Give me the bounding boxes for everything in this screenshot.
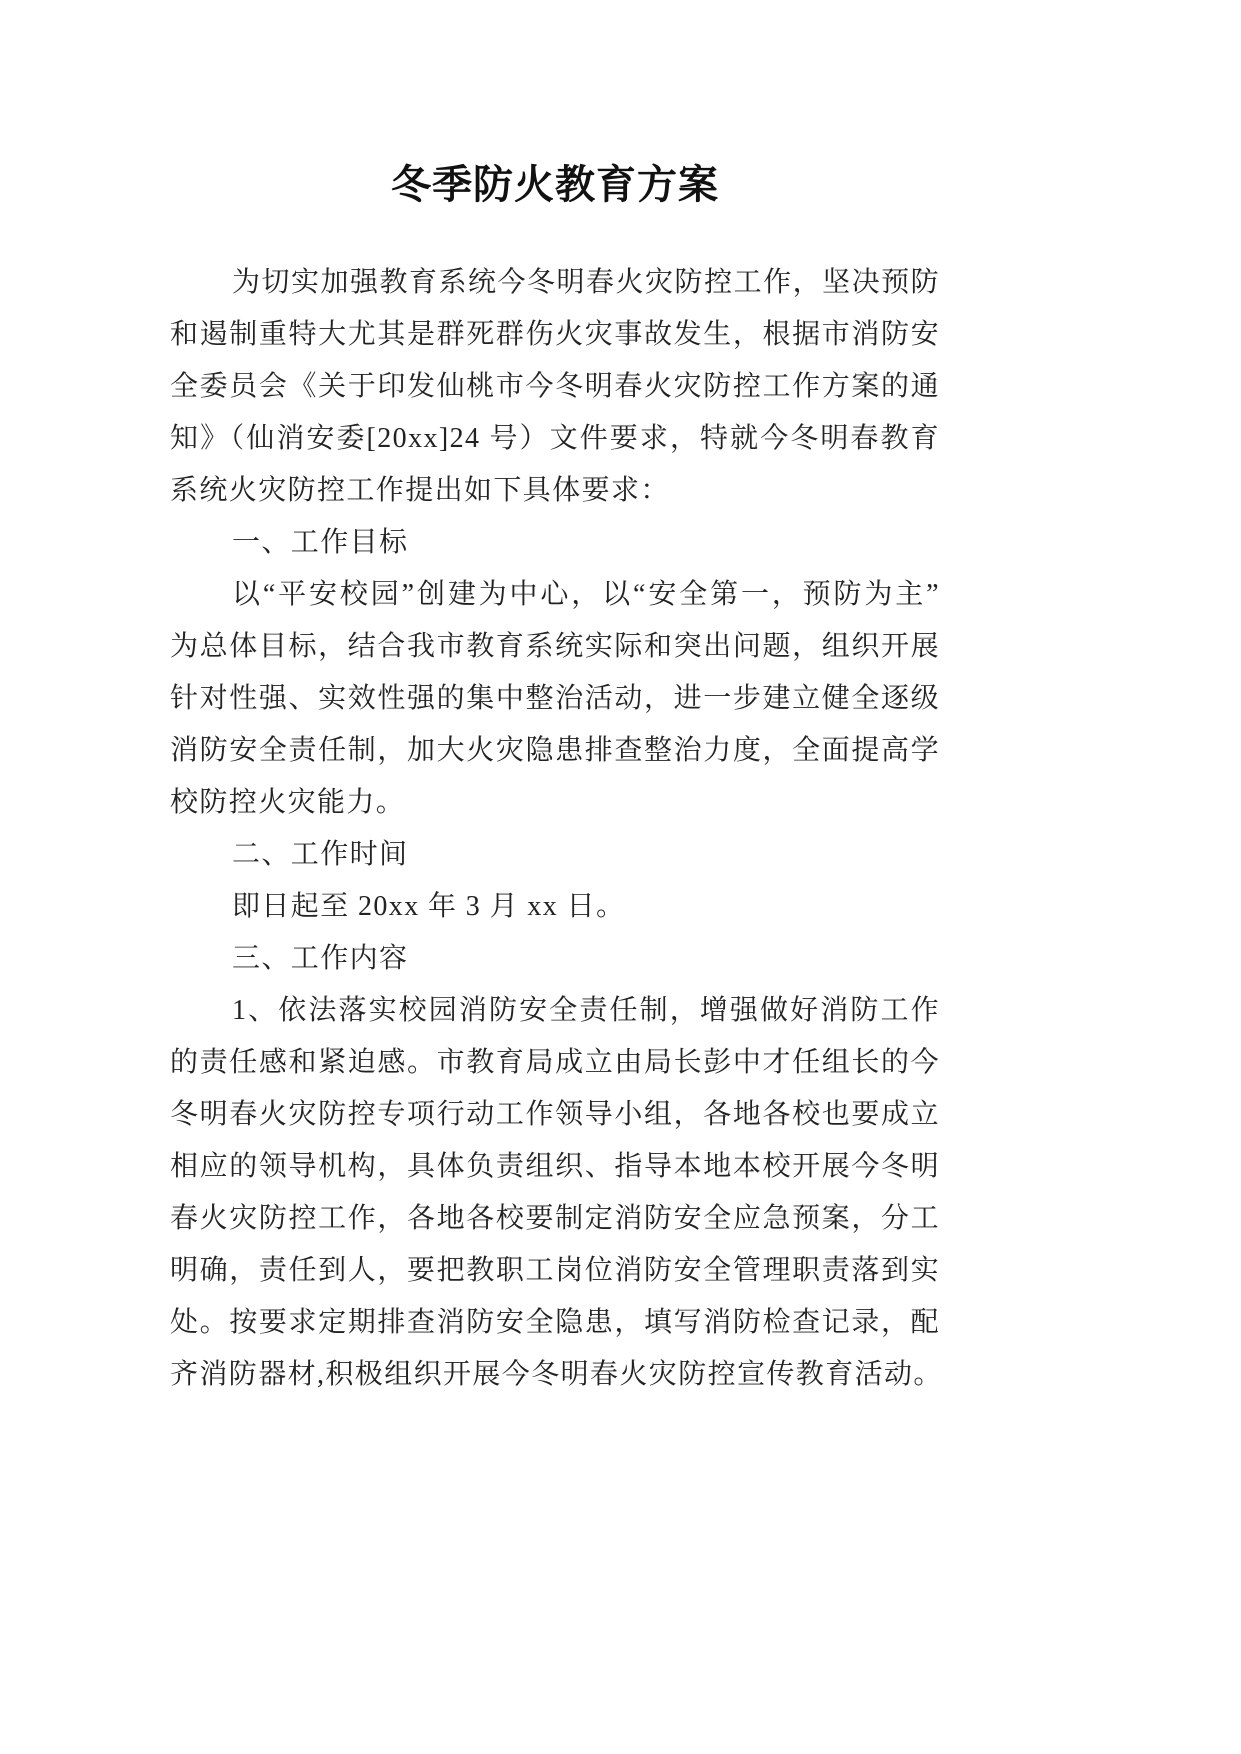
text-line: 全委员会《关于印发仙桃市今冬明春火灾防控工作方案的通 bbox=[170, 371, 940, 402]
text-line: 处。按要求定期排查消防安全隐患，填写消防检查记录，配 bbox=[170, 1307, 940, 1338]
text-line: 齐消防器材,积极组织开展今冬明春火灾防控宣传教育活动。 bbox=[170, 1359, 943, 1390]
text-line: 和遏制重特大尤其是群死群伤火灾事故发生，根据市消防安 bbox=[170, 319, 940, 350]
section-content bbox=[170, 933, 940, 985]
paragraph-goal bbox=[170, 569, 940, 829]
text-line: 针对性强、实效性强的集中整治活动，进一步建立健全逐级 bbox=[170, 683, 940, 714]
text-line: 为切实加强教育系统今冬明春火灾防控工作，坚决预防 bbox=[232, 267, 940, 298]
document-title: 冬季防火教育方案 bbox=[391, 163, 719, 207]
section-heading: 三、工作内容 bbox=[232, 943, 409, 974]
paragraph-intro bbox=[170, 257, 940, 517]
text-line: 消防安全责任制，加大火灾隐患排查整治力度，全面提高学 bbox=[170, 735, 940, 766]
document-body bbox=[170, 257, 943, 1401]
paragraph-content-item-1 bbox=[170, 985, 943, 1401]
text-line: 校防控火灾能力。 bbox=[170, 787, 406, 818]
paragraph-time bbox=[170, 881, 940, 933]
text-line: 相应的领导机构，具体负责组织、指导本地本校开展今冬明 bbox=[170, 1151, 940, 1182]
text-line: 1、依法落实校园消防安全责任制，增强做好消防工作 bbox=[232, 995, 940, 1026]
section-heading: 一、工作目标 bbox=[232, 527, 409, 558]
text-line: 知》（仙消安委[20xx]24 号）文件要求，特就今冬明春教育 bbox=[170, 423, 940, 454]
text-line: 为总体目标，结合我市教育系统实际和突出问题，组织开展 bbox=[170, 631, 940, 662]
text-line: 春火灾防控工作，各地各校要制定消防安全应急预案，分工 bbox=[170, 1203, 940, 1234]
section-heading: 二、工作时间 bbox=[232, 839, 409, 870]
text-line: 以“平安校园”创建为中心，以“安全第一，预防为主” bbox=[232, 579, 940, 610]
section-time bbox=[170, 829, 940, 881]
text-line: 的责任感和紧迫感。市教育局成立由局长彭中才任组长的今 bbox=[170, 1047, 940, 1078]
text-line: 冬明春火灾防控专项行动工作领导小组，各地各校也要成立 bbox=[170, 1099, 940, 1130]
text-line: 系统火灾防控工作提出如下具体要求： bbox=[170, 475, 670, 506]
text-line: 明确，责任到人，要把教职工岗位消防安全管理职责落到实 bbox=[170, 1255, 940, 1286]
text-line: 即日起至 20xx 年 3 月 xx 日。 bbox=[232, 891, 626, 922]
section-goal bbox=[170, 517, 940, 569]
